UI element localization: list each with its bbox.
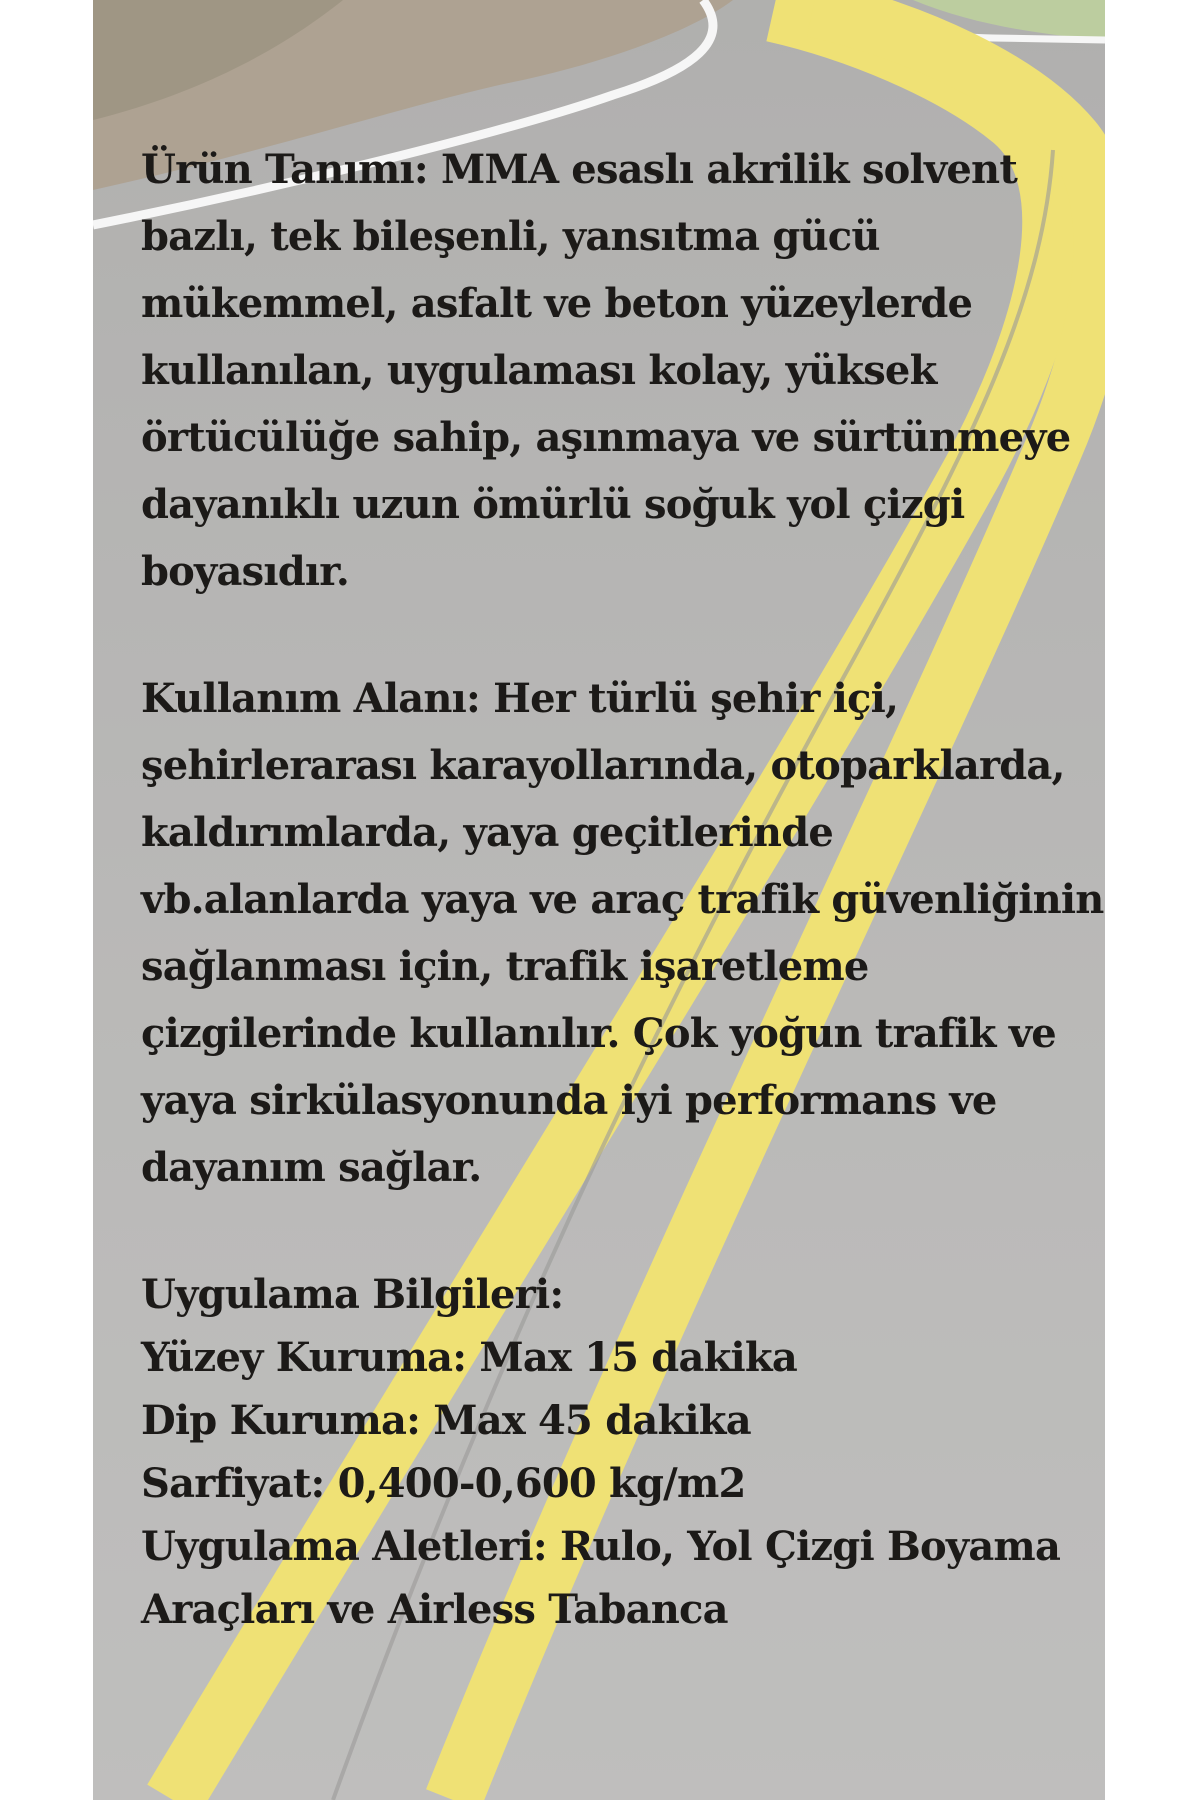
application-tools-line-cont: Araçları ve Airless Tabanca: [141, 1586, 728, 1633]
usage-line: şehirlerarası karayollarında, otoparklarda,: [141, 742, 1065, 789]
usage-line: kaldırımlarda, yaya geçitlerinde: [141, 809, 834, 856]
description-line: kullanılan, uygulaması kolay, yüksek: [141, 347, 937, 394]
usage-line: vb.alanlarda yaya ve araç trafik güvenliğinin: [141, 876, 1104, 923]
surface-drying-line: Yüzey Kuruma: Max 15 dakika: [141, 1334, 797, 1381]
usage-line: Kullanım Alanı: Her türlü şehir içi,: [141, 675, 899, 722]
consumption-line: Sarfiyat: 0,400-0,600 kg/m2: [141, 1460, 746, 1507]
description-line: mükemmel, asfalt ve beton yüzeylerde: [141, 280, 973, 327]
deep-drying-line: Dip Kuruma: Max 45 dakika: [141, 1397, 751, 1444]
description-line: dayanıklı uzun ömürlü soğuk yol çizgi: [141, 481, 965, 528]
description-line: boyasıdır.: [141, 548, 350, 595]
usage-line: dayanım sağlar.: [141, 1144, 482, 1191]
usage-line: sağlanması için, trafik işaretleme: [141, 943, 869, 990]
description-line: örtücülüğe sahip, aşınmaya ve sürtünmeye: [141, 414, 1071, 461]
usage-line: çizgilerinde kullanılır. Çok yoğun trafik ve: [141, 1010, 1056, 1057]
usage-line: yaya sirkülasyonunda iyi performans ve: [141, 1077, 997, 1124]
road-paint-poster: [93, 0, 1105, 1800]
description-line: bazlı, tek bileşenli, yansıtma gücü: [141, 213, 880, 260]
application-info-heading: Uygulama Bilgileri:: [141, 1271, 564, 1318]
application-tools-line: Uygulama Aletleri: Rulo, Yol Çizgi Boyama: [141, 1523, 1061, 1570]
description-line: Ürün Tanımı: MMA esaslı akrilik solvent: [141, 146, 1018, 193]
